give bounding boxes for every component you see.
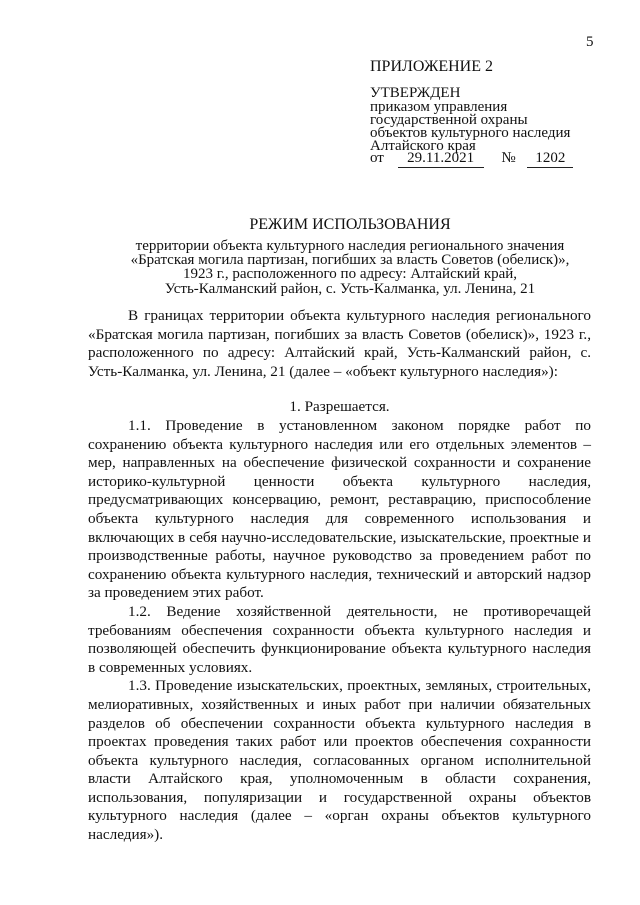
intro-text: В границах территории объекта культурного наследия регионального «Братская могила партизан, погибших за власть Советов (обелиск)», 1923 г., расположенного по адресу: Алтайский край, Усть-Калманский район, с. Усть-Калманка, ул. Ленина, 21 (далее – «объект культурного наследия»): xyxy=(88,307,591,380)
title-line: «Братская могила партизан, погибших за власть Советов (обелиск)», xyxy=(130,252,570,268)
order-date: 29.11.2021 xyxy=(398,150,484,168)
number-sign: № xyxy=(501,150,516,166)
order-date-line xyxy=(370,150,573,168)
intro-paragraph xyxy=(88,307,591,381)
section-heading: 1. Разрешается. xyxy=(289,398,390,415)
approved-by-line: приказом управления xyxy=(370,99,508,115)
section-body xyxy=(88,417,591,845)
approved-by-line: государственной охраны xyxy=(370,112,528,128)
title-line: Усть-Калманский район, с. Усть-Калманка, ул. Ленина, 21 xyxy=(164,281,536,297)
title-line: территории объекта культурного наследия регионального значения xyxy=(135,238,565,254)
page-number: 5 xyxy=(586,34,594,50)
clause-1-1: 1.1. Проведение в установленном законом порядке работ по сохранению объекта культурного наследия или его отдельных элементов – мер, направленных на обеспечение физической сохранности и сохранение историко-культурной ценности объекта культурного наследия, предусматривающих консервацию, ремонт, реставрацию, приспособление объекта культурного наследия для современного использования и включающих в себя научно-исследовательские, изыскательские, проектные и производственные работы, научное руководство за проведением работ по сохранению объекта культурного наследия, технический и авторский надзор за проведением этих работ. xyxy=(88,417,591,602)
approved-by-line: объектов культурного наследия xyxy=(370,125,571,141)
document-heading: РЕЖИМ ИСПОЛЬЗОВАНИЯ xyxy=(249,216,451,233)
clause-1-3: 1.3. Проведение изыскательских, проектных, земляных, строительных, мелиоративных, хозяйственных и иных работ при наличии обязательных разделов об обеспечении сохранности объекта культурного наследия в проектах проведения таких работ или проектов обеспечения сохранности объекта культурного наследия, согласованных органом исполнительной власти Алтайского края, уполномоченным в области сохранения, использования, популяризации и государственной охраны объектов культурного наследия (далее – «орган охраны объектов культурного наследия»). xyxy=(88,677,591,844)
clause-1-2: 1.2. Ведение хозяйственной деятельности, не противоречащей требованиям обеспечения сохранности объекта культурного наследия и позволяющей обеспечить функционирование объекта культурного наследия в современных условиях. xyxy=(88,602,591,676)
date-prefix: от xyxy=(370,150,384,166)
order-number: 1202 xyxy=(527,150,573,168)
approved-label: УТВЕРЖДЕН xyxy=(370,85,461,101)
approved-by-line: Алтайского края xyxy=(370,138,476,154)
title-line: 1923 г., расположенного по адресу: Алтайский край, xyxy=(182,266,518,282)
appendix-label: ПРИЛОЖЕНИЕ 2 xyxy=(370,58,494,75)
